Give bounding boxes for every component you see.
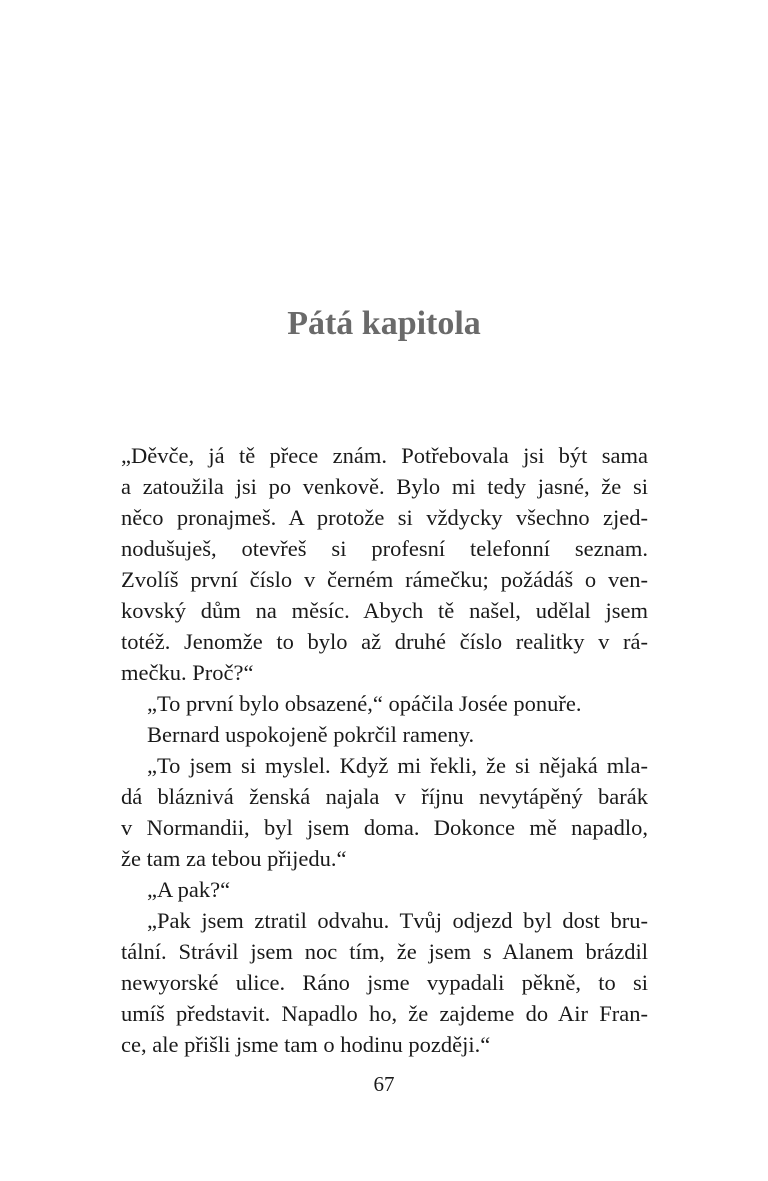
text-line: mečku. Proč?“: [121, 660, 254, 685]
text-line: „Pak jsem ztratil odvahu. Tvůj odjezd byl dost bru-: [147, 908, 648, 933]
text-line: newyorské ulice. Ráno jsme vypadali pěkně, to si: [121, 970, 648, 995]
text-line: Zvolíš první číslo v černém rámečku; požádáš o ven-: [121, 567, 648, 592]
text-line: totéž. Jenomže to bylo až druhé číslo realitky v rá-: [121, 629, 648, 654]
page-number: 67: [373, 1072, 395, 1096]
text-line: že tam za tebou přijedu.“: [121, 846, 347, 871]
body-text: [121, 440, 648, 1060]
text-line: v Normandii, byl jsem doma. Dokonce mě napadlo,: [121, 815, 648, 840]
text-line: nodušuješ, otevřeš si profesní telefonní seznam.: [121, 536, 648, 561]
chapter-title: Pátá kapitola: [287, 305, 481, 342]
text-line: tální. Strávil jsem noc tím, že jsem s Alanem brázdil: [121, 939, 648, 964]
text-line: „Děvče, já tě přece znám. Potřebovala jsi být sama: [121, 443, 648, 468]
text-line: Bernard uspokojeně pokrčil rameny.: [147, 722, 475, 747]
text-line: „To jsem si myslel. Když mi řekli, že si nějaká mla-: [147, 753, 648, 778]
text-line: ce, ale přišli jsme tam o hodinu později.“: [121, 1032, 491, 1057]
text-line: dá bláznivá ženská najala v říjnu nevytápěný barák: [121, 784, 648, 809]
text-line: „To první bylo obsazené,“ opáčila Josée ponuře.: [147, 691, 582, 716]
text-line: kovský dům na měsíc. Abych tě našel, udělal jsem: [121, 598, 648, 623]
text-line: něco pronajmeš. A protože si vždycky všechno zjed-: [121, 505, 648, 530]
text-line: umíš představit. Napadlo ho, že zajdeme do Air Fran-: [121, 1001, 648, 1026]
text-line: a zatoužila jsi po venkově. Bylo mi tedy jasné, že si: [121, 474, 648, 499]
text-line: „A pak?“: [147, 877, 231, 902]
